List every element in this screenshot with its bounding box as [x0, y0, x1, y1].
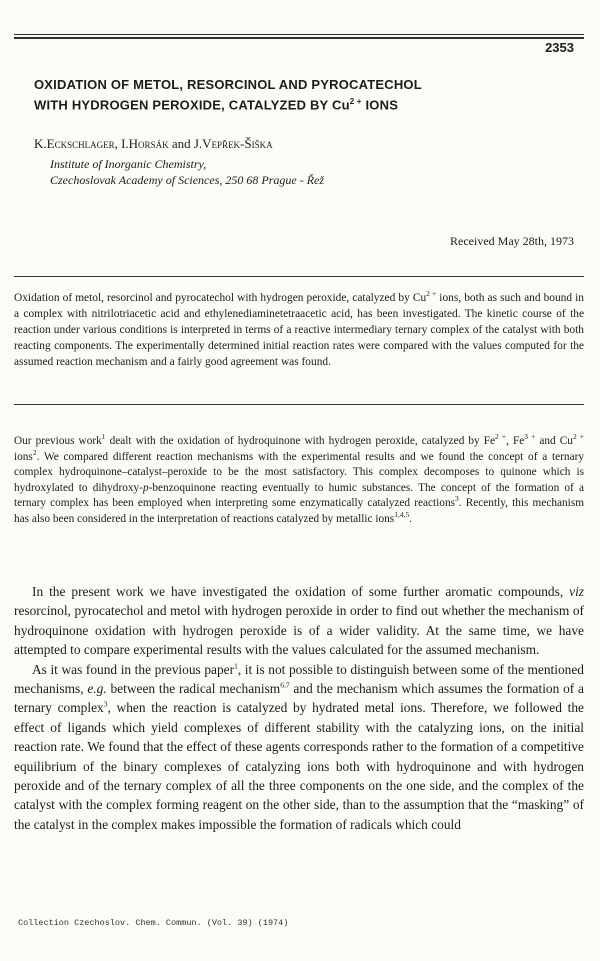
author-2: I.Horsák [121, 136, 169, 151]
affiliation [50, 156, 324, 188]
article-title [34, 76, 574, 113]
affiliation-line-1: Institute of Inorganic Chemistry, [50, 157, 207, 171]
title-line-1: OXIDATION OF METOL, RESORCINOL AND PYROCATECHOL [34, 77, 422, 92]
abstract-rule-bottom [14, 404, 584, 405]
body-paragraph-2: As it was found in the previous paper$^1$, it is not possible to distinguish between some of the mentioned mechanisms, e.g. between the radical mechanism$^{6,7}$ and the mechanism which assumes the formation of a ternary complex$^3$, when the reaction is catalyzed by hydrated metal ions. Therefore, we followed the effect of ligands which yield complexes of different stability with the catalyzing ions, on the initial reaction rate. We found that the effect of these agents corresponds rather to the formation of a competitive equilibrium of the binary complexes of catalyzing ions both with hydroquinone and with hydrogen peroxide and of the ternary complex of all the three components on the one side, and the complex of the catalyst with the complex forming reagent on the other side, than to the assumption that the “masking” of the catalyst in the complex makes impossible the formation of radicals which could [14, 661, 584, 832]
main-text [14, 582, 584, 834]
abstract-rule-top [14, 276, 584, 277]
received-date: Received May 28th, 1973 [450, 234, 574, 248]
page-number: 2353 [545, 40, 574, 55]
author-1: K.Eckschlager [34, 136, 115, 151]
header-rule-thick [14, 37, 584, 39]
title-line-2: WITH HYDROGEN PEROXIDE, CATALYZED BY $Cu^{2 +}$ IONS [34, 97, 399, 113]
affiliation-line-2: Czechoslovak Academy of Sciences, 250 68 Prague - Řež [50, 173, 325, 187]
author-3: J.Vepřek-Šiška [193, 136, 273, 151]
author-list: K.Eckschlager, I.Horsák and J.Vepřek-Šiška [34, 136, 273, 151]
body-paragraph-1: In the present work we have investigated the oxidation of some further aromatic compounds, viz resorcinol, pyrocatechol and metol with hydrogen peroxide in order to find out whether the mechanism of hydroquinone oxidation with hydrogen peroxide is of a wider validity. At the same time, we have attempted to compare experimental results with the values calculated for the assumed mechanism. [14, 584, 584, 658]
header-rule [14, 34, 584, 35]
introduction-paragraph: Our previous work$^1$ dealt with the oxidation of hydroquinone with hydrogen peroxide, catalyzed by $Fe^{2 +}$, $Fe^{3 +}$ and $Cu^{2 +}$ ions$^2$. We compared different reaction mechanisms with the experimental results and we found the concept of a ternary complex hydroquinone–catalyst–peroxide to be the most satisfactory. This complex decomposes to quinone which is hydroxylated to dihydroxy-p-benzoquinone reacting eventually to humic substances. The concept of the formation of a ternary complex has been employed when interpreting some enzymatically catalyzed reactions$^3$. Recently, this mechanism has also been considered in the interpretation of reactions catalyzed by metallic ions$^{1,4,5}$. [14, 432, 585, 525]
journal-footer: Collection Czechoslov. Chem. Commun. (Vol. 39) (1974) [18, 918, 289, 928]
abstract: Oxidation of metol, resorcinol and pyrocatechol with hydrogen peroxide, catalyzed by $Cu^{2 +}$ ions, both as such and bound in a complex with nitrilotriacetic acid and ethylenediaminetetraacetic acid, has been investigated. The kinetic course of the reaction under various conditions is interpreted in terms of a reactive intermediary ternary complex of the catalyst with both reacting components. The experimentally determined initial reaction rates were compared with the values computed for the assumed reaction mechanism and a fairly good agreement was found. [14, 289, 585, 368]
